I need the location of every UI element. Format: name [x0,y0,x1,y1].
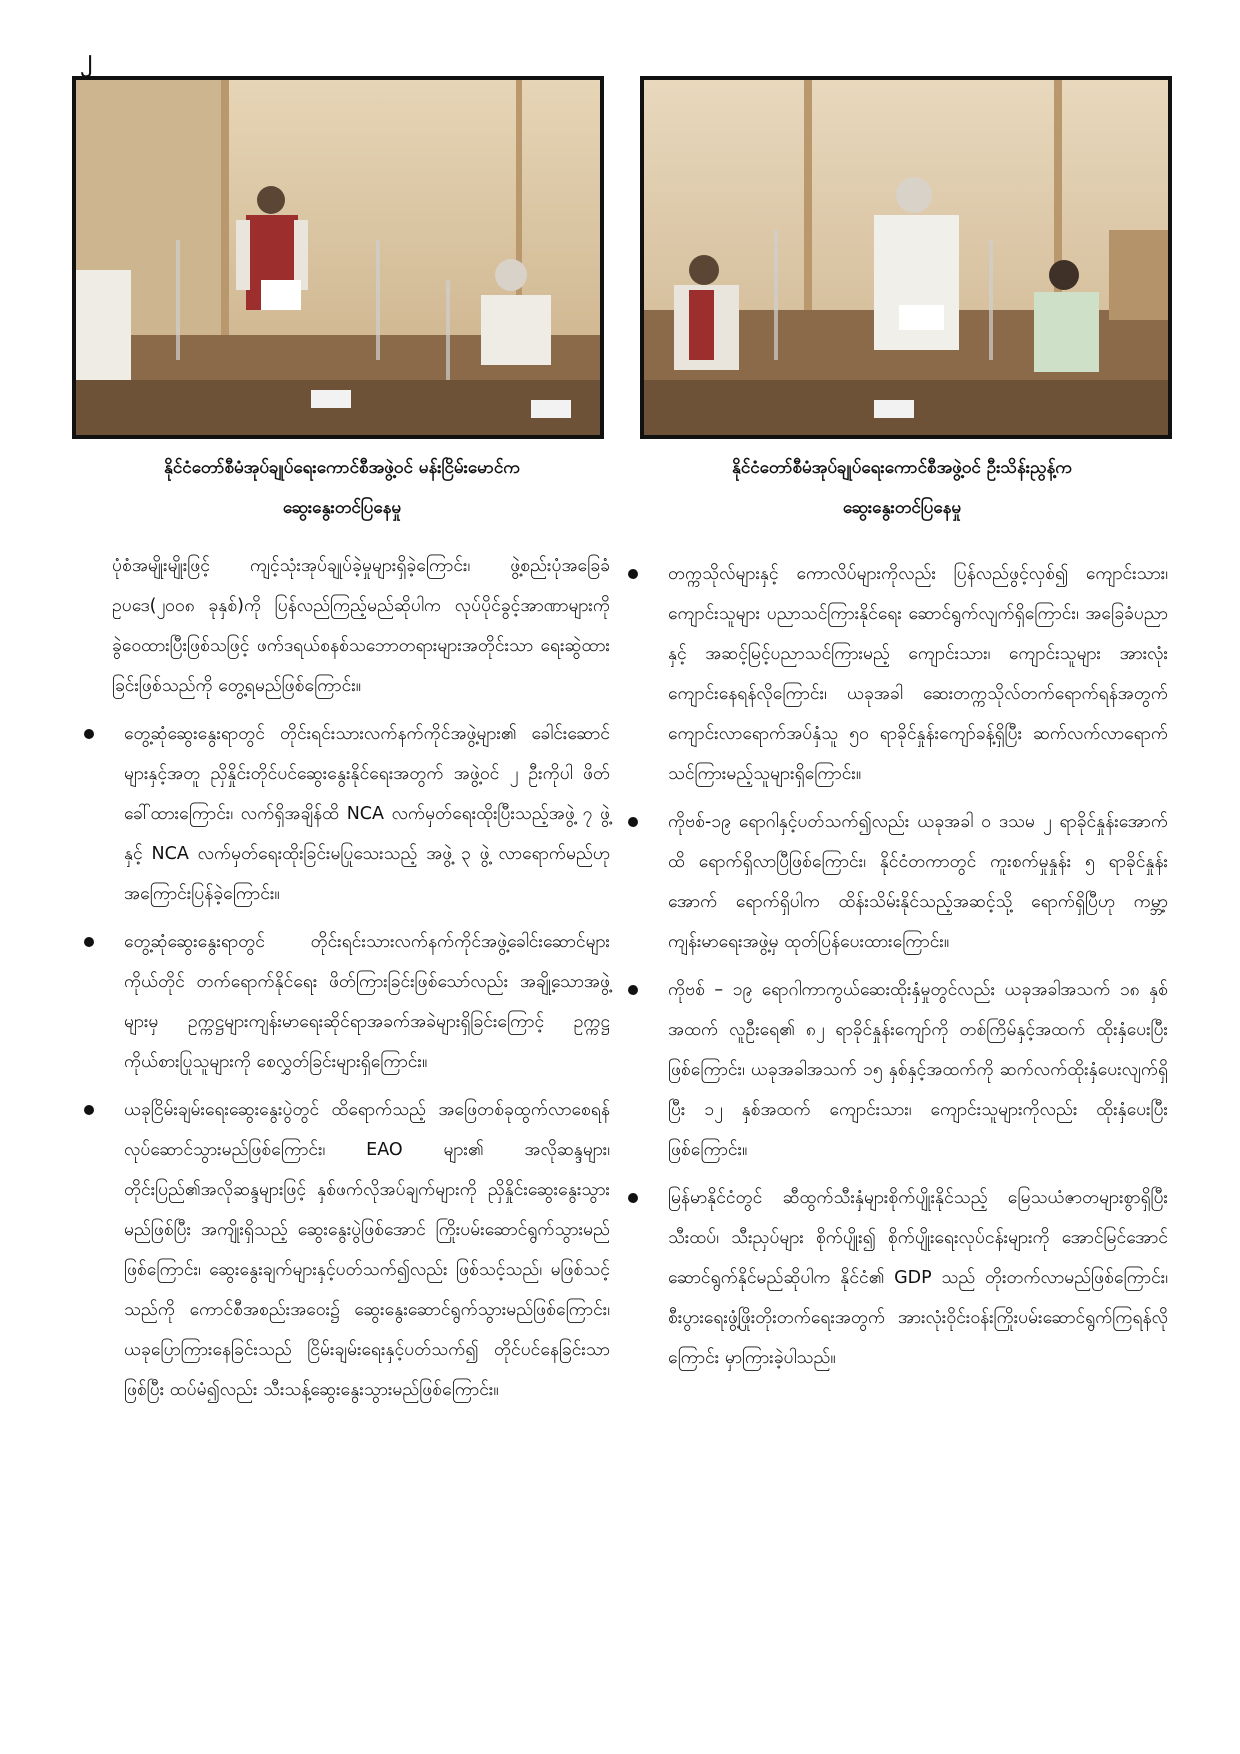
bullet-text: တွေ့ဆုံဆွေးနွေးရာတွင် တိုင်းရင်းသားလက်နက်ကိုင်အဖွဲ့များ၏ ခေါင်းဆောင်များနှင့်အတူ ညှိနှိုင်းတိုင်ပင်ဆွေးနွေးနိုင်ရေးအတွက် အဖွဲ့ဝင် ၂ ဦးကိုပါ ဖိတ်ခေါ်ထားကြောင်း၊ လက်ရှိအချိန်ထိ NCA လက်မှတ်ရေးထိုးပြီးသည့်အဖွဲ့ ၇ ဖွဲ့နှင့် NCA လက်မှတ်ရေးထိုးခြင်းမပြုသေးသည့် အဖွဲ့ ၃ ဖွဲ့ လာရောက်မည်ဟု အကြောင်းပြန်ခဲ့ကြောင်း။ [124,724,610,904]
photo-1-caption [72,448,612,528]
list-item [628,554,1168,794]
list-item [628,1178,1168,1378]
left-bullet-list [84,714,610,1410]
meeting-photo-1 [72,76,604,439]
meeting-photo-1-image [76,80,600,435]
bullet-icon [628,1193,638,1203]
meeting-photo-2 [640,76,1172,439]
photo-1-caption-line1: နိုင်ငံတော်စီမံအုပ်ချုပ်ရေးကောင်စီအဖွဲ့ဝင် မန်းငြိမ်းမောင်က [164,458,520,478]
photo-1-caption-line2: ဆွေးနွေးတင်ပြနေမှု [282,498,402,518]
bullet-text: ယခုငြိမ်းချမ်းရေးဆွေးနွေးပွဲတွင် ထိရောက်သည့် အဖြေတစ်ခုထွက်လာစေရန် လုပ်ဆောင်သွားမည်ဖြစ်ကြောင်း၊ EAO များ၏ အလိုဆန္ဒများ၊ တိုင်းပြည်၏အလိုဆန္ဒများဖြင့် နှစ်ဖက်လိုအပ်ချက်များကို ညှိနှိုင်းဆွေးနွေးသွားမည်ဖြစ်ပြီး အကျိုးရှိသည့် ဆွေးနွေးပွဲဖြစ်အောင် ကြိုးပမ်းဆောင်ရွက်သွားမည်ဖြစ်ကြောင်း၊ ဆွေးနွေးချက်များနှင့်ပတ်သက်၍လည်း ဖြစ်သင့်သည်၊ မဖြစ်သင့်သည်ကို ကောင်စီအစည်းအဝေး၌ ဆွေးနွေးဆောင်ရွက်သွားမည်ဖြစ်ကြောင်း၊ ယခုပြောကြားနေခြင်းသည် ငြိမ်းချမ်းရေးနှင့်ပတ်သက်၍ တိုင်ပင်နေခြင်းသာဖြစ်ပြီး ထပ်မံ၍လည်း သီးသန့်ဆွေးနွေးသွားမည်ဖြစ်ကြောင်း။ [124,1100,610,1400]
left-intro-paragraph: ပုံစံအမျိုးမျိုးဖြင့် ကျင့်သုံးအုပ်ချုပ်ခဲ့မှုများရှိခဲ့ကြောင်း၊ ဖွဲ့စည်းပုံအခြေခံဥပဒေ(၂၀၀၈ ခုနှစ်)ကို ပြန်လည်ကြည့်မည်ဆိုပါက လုပ်ပိုင်ခွင့်အာဏာများကို ခွဲဝေထားပြီးဖြစ်သဖြင့် ဖက်ဒရယ်စနစ်သဘောတရားများအတိုင်းသာ ရေးဆွဲထားခြင်းဖြစ်သည်ကို တွေ့ရမည်ဖြစ်ကြောင်း။ [112,556,610,696]
right-column [628,554,1168,1386]
page-number: ၂ [80,44,92,72]
list-item [628,970,1168,1170]
bullet-icon [628,985,638,995]
bullet-icon [628,569,638,579]
bullet-text: မြန်မာနိုင်ငံတွင် ဆီထွက်သီးနှံများစိုက်ပျိုးနိုင်သည့် မြေသယံဇာတများစွာရှိပြီး သီးထပ်၊ သီးညှပ်များ စိုက်ပျိုး၍ စိုက်ပျိုးရေးလုပ်ငန်းများကို အောင်မြင်အောင် ဆောင်ရွက်နိုင်မည်ဆိုပါက နိုင်ငံ၏ GDP သည် တိုးတက်လာမည်ဖြစ်ကြောင်း၊ စီးပွားရေးဖွံ့ဖြိုးတိုးတက်ရေးအတွက် အားလုံးဝိုင်းဝန်းကြိုးပမ်းဆောင်ရွက်ကြရန်လိုကြောင်း မှာကြားခဲ့ပါသည်။ [668,1188,1168,1368]
list-item [628,802,1168,962]
left-column [84,546,610,1418]
bullet-text: တက္ကသိုလ်များနှင့် ကောလိပ်များကိုလည်း ပြန်လည်ဖွင့်လှစ်၍ ကျောင်းသား၊ ကျောင်းသူများ ပညာသင်ကြားနိုင်ရေး ဆောင်ရွက်လျက်ရှိကြောင်း၊ အခြေခံပညာနှင့် အဆင့်မြင့်ပညာသင်ကြားမည့် ကျောင်းသား၊ ကျောင်းသူများ အားလုံး ကျောင်းနေရန်လိုကြောင်း၊ ယခုအခါ ဆေးတက္ကသိုလ်တက်ရောက်ရန်အတွက် ကျောင်းလာရောက်အပ်နှံသူ ၅၀ ရာခိုင်နှုန်းကျော်ခန့်ရှိပြီး ဆက်လက်လာရောက်သင်ကြားမည့်သူများရှိကြောင်း။ [668,564,1168,784]
meeting-photo-2-image [644,80,1168,435]
photo-2-caption-line1: နိုင်ငံတော်စီမံအုပ်ချုပ်ရေးကောင်စီအဖွဲ့ဝင် ဦးသိန်းညွန့်က [732,458,1072,478]
right-bullet-list [628,554,1168,1378]
list-item [84,714,610,914]
photo-2-caption-line2: ဆွေးနွေးတင်ပြနေမှု [842,498,962,518]
bullet-icon [84,1105,94,1115]
bullet-text: ကိုဗစ်-၁၉ ရောဂါနှင့်ပတ်သက်၍လည်း ယခုအခါ ၀ ဒသမ ၂ ရာခိုင်နှုန်းအောက်ထိ ရောက်ရှိလာပြီဖြစ်ကြောင်း၊ နိုင်ငံတကာတွင် ကူးစက်မှုနှုန်း ၅ ရာခိုင်နှုန်းအောက် ရောက်ရှိပါက ထိန်းသိမ်းနိုင်သည့်အဆင့်သို့ ရောက်ရှိပြီဟု ကမ္ဘာ့ကျန်းမာရေးအဖွဲ့မှ ထုတ်ပြန်ပေးထားကြောင်း။ [668,812,1168,952]
list-item [84,1090,610,1410]
list-item [84,922,610,1082]
bullet-icon [84,937,94,947]
bullet-icon [628,817,638,827]
bullet-icon [84,729,94,739]
bullet-text: ကိုဗစ် – ၁၉ ရောဂါကာကွယ်ဆေးထိုးနှံမှုတွင်လည်း ယခုအခါအသက် ၁၈ နှစ်အထက် လူဦးရေ၏ ၈၂ ရာခိုင်နှုန်းကျော်ကို တစ်ကြိမ်နှင့်အထက် ထိုးနှံပေးပြီးဖြစ်ကြောင်း၊ ယခုအခါအသက် ၁၅ နှစ်နှင့်အထက်ကို ဆက်လက်ထိုးနှံပေးလျက်ရှိပြီး ၁၂ နှစ်အထက် ကျောင်းသား၊ ကျောင်းသူများကိုလည်း ထိုးနှံပေးပြီးဖြစ်ကြောင်း။ [668,980,1168,1160]
photo-2-caption [640,448,1164,528]
bullet-text: တွေ့ဆုံဆွေးနွေးရာတွင် တိုင်းရင်းသားလက်နက်ကိုင်အဖွဲ့ခေါင်းဆောင်များကိုယ်တိုင် တက်ရောက်နိုင်ရေး ဖိတ်ကြားခြင်းဖြစ်သော်လည်း အချို့သောအဖွဲ့များမှ ဥက္ကဋ္ဌများကျန်းမာရေးဆိုင်ရာအခက်အခဲများရှိခြင်းကြောင့် ဥက္ကဋ္ဌကိုယ်စားပြုသူများကို စေလွှတ်ခြင်းများရှိကြောင်း။ [124,932,610,1072]
